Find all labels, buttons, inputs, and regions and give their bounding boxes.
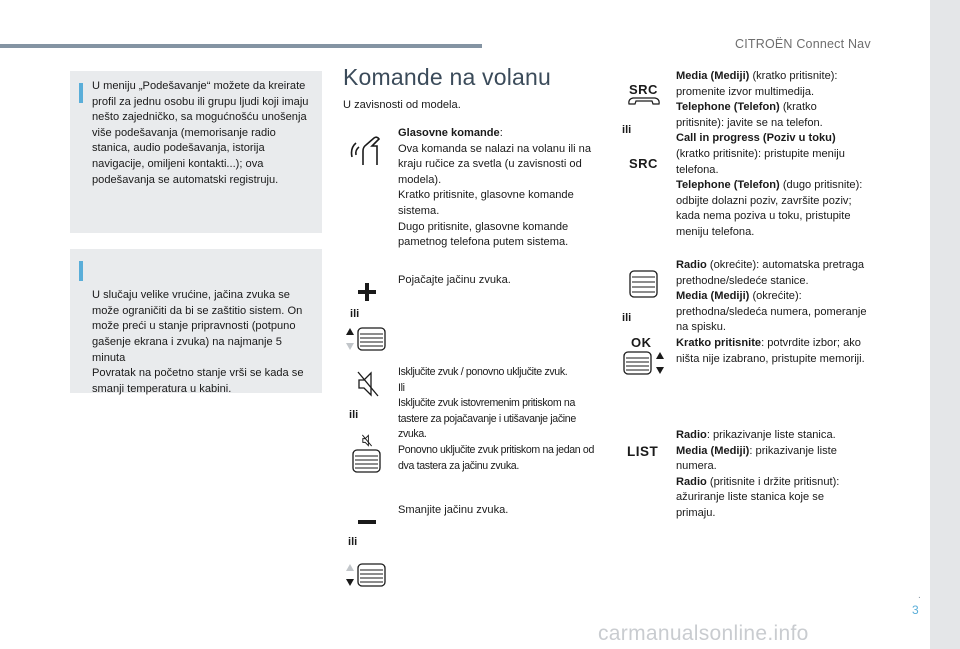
note-marker xyxy=(79,83,83,103)
phone-hook-icon xyxy=(628,96,660,106)
volume-wheel-up-icon xyxy=(346,326,388,352)
continue-marker: . xyxy=(918,590,921,601)
or-label: ili xyxy=(350,308,360,320)
or-label: ili xyxy=(349,409,359,421)
voice-command-icon xyxy=(350,133,384,167)
note-box-profiles xyxy=(70,71,322,233)
desc-volume-down: Smanjite jačinu zvuka. xyxy=(398,504,509,516)
mute-icon xyxy=(356,370,380,398)
desc-mute: Isključite zvuk / ponovno uključite zvuk. Ili Isključite zvuk istovremenim pritiskom na tastere za pojačavanje i utišavanje jačine zvuka. Ponovno uključite zvuk pritiskom na jedan od dva tastera za jačinu zvuka. xyxy=(398,366,595,472)
mute-small-icon xyxy=(361,434,373,447)
or-label: ili xyxy=(348,536,358,548)
src-button-icon: SRC xyxy=(629,156,658,171)
or-label: ili xyxy=(622,312,632,324)
scroll-wheel-updown-icon xyxy=(623,350,665,376)
plus-icon xyxy=(357,282,377,302)
desc-list-button: Radio: prikazivanje liste stanica. Media (Mediji): prikazivanje liste numera. Radio (pritisnite i držite pritisnut): ažuriranje liste stanica koje se primaju. xyxy=(676,429,840,519)
desc-volume-up: Pojačajte jačinu zvuka. xyxy=(398,274,511,286)
list-button-icon: LIST xyxy=(627,444,659,459)
minus-icon xyxy=(357,518,377,526)
watermark: carmanualsonline.info xyxy=(598,622,809,645)
volume-wheel-down-icon xyxy=(346,562,388,588)
note-box-heat xyxy=(70,249,322,393)
desc-voice-command: Glasovne komande: Ova komanda se nalazi na volanu ili na kraju ručice za svetla (u zavisnosti od modela). Kratko pritisnite, glasovne komande sistema. Dugo pritisnite, glasovne komande pametnog telefona putem sistema. xyxy=(398,127,592,249)
header-rule xyxy=(0,44,482,48)
desc-src-button: Media (Mediji) (kratko pritisnite): promenite izvor multimedija. Telephone (Telefon) (kratko pritisnite): javite se na telefon. Call in progress (Poziv u toku) (kratko pritisnite): pristupite meniju telefona. Telephone (Telefon) (dugo pritisnite): odbijte dolazni poziv, završite poziv; kada nema poziva u toku, pristupite meniju telefona. xyxy=(676,70,863,238)
scroll-wheel-icon xyxy=(629,270,659,298)
note-text: U slučaju velike vrućine, jačina zvuka se može ograničiti da bi se zaštitio sistem. On može preći u stanje pripravnosti (potpuno gašenje ekrana i zvuka) na najmanje 5 minuta Povratak na početno stanje vrši se kada se smanji temperatura u kabini. xyxy=(92,289,304,395)
section-subtitle: U zavisnosti od modela. xyxy=(343,99,461,111)
ok-button-icon: OK xyxy=(631,335,652,350)
page-edge-tab xyxy=(930,0,960,649)
note-marker xyxy=(79,261,83,281)
page-number: 3 xyxy=(912,603,919,617)
header-title: CITROËN Connect Nav xyxy=(735,37,871,51)
desc-scroll-wheel: Radio (okrećite): automatska pretraga prethodne/sledeće stanice. Media (Mediji) (okrećite): prethodna/sledeća numera, pomeranje na spisku. Kratko pritisnite: potvrdite izbor; ako ništa nije izabrano, pristupite memoriji. xyxy=(676,259,867,365)
src-button-icon: SRC xyxy=(629,82,658,97)
note-text: U meniju „Podešavanje“ možete da kreirate profil za jednu osobu ili grupu ljudi koji imaju nešto zajedničko, sa mogućnošću unošenja više podešavanja (memorisanje radio stanica, audio podešavanja, istorija navigacije, omiljeni kontakti...); ova podešavanja se automatski registruju. xyxy=(92,80,309,186)
or-label: ili xyxy=(622,124,632,136)
volume-wheel-icon xyxy=(352,449,382,473)
section-title: Komande na volanu xyxy=(343,64,551,90)
